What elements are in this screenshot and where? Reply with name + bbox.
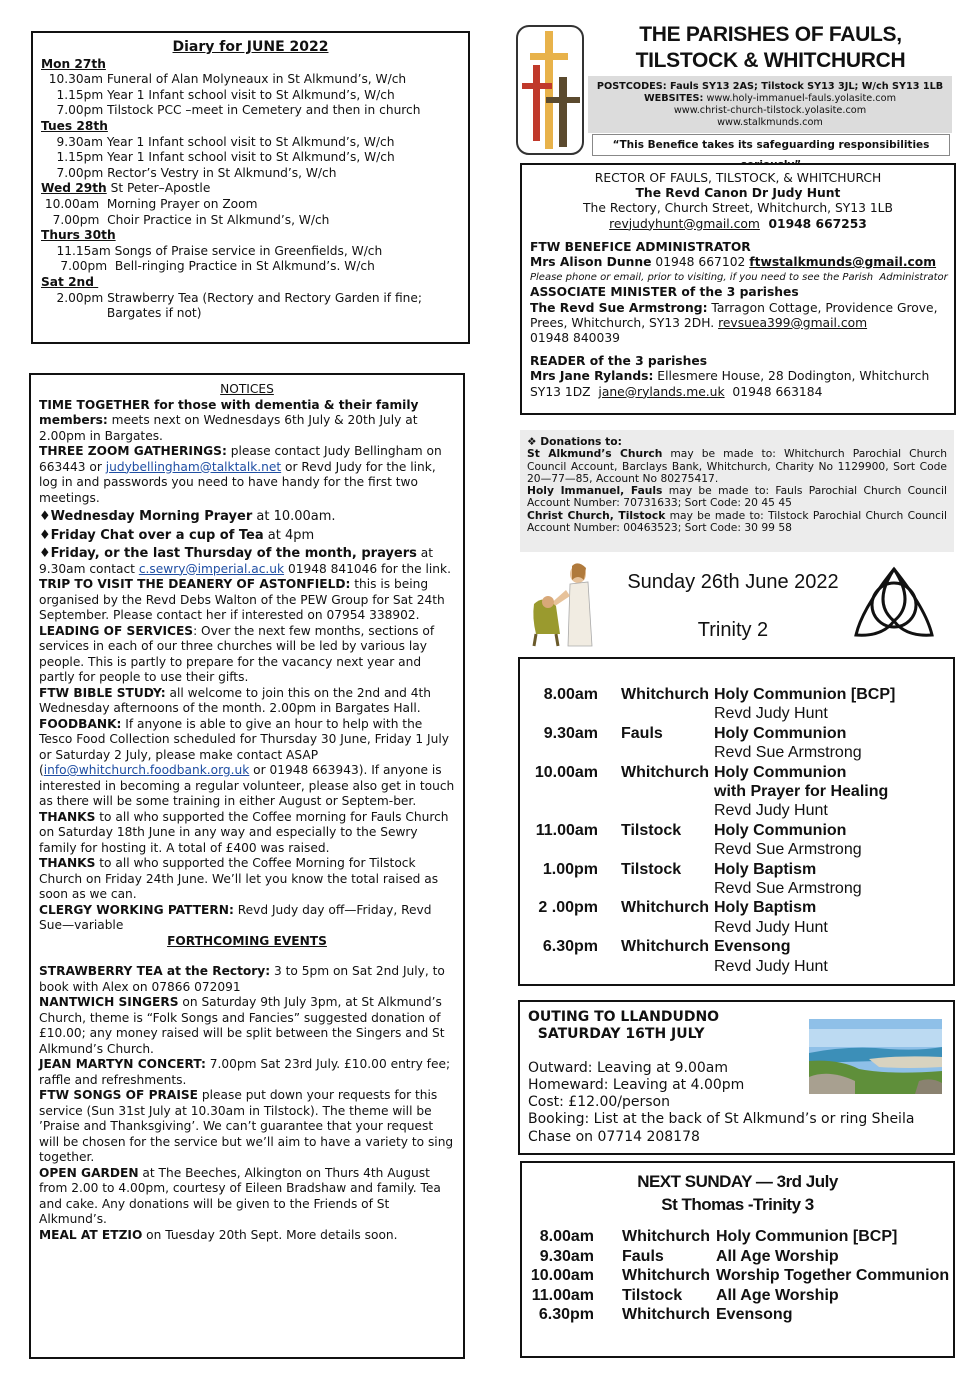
next-service-place: Whitchurch <box>622 1306 710 1323</box>
service-place: Whitchurch <box>621 938 709 956</box>
websites-line: WEBSITES: www.holy-immanuel-fauls.yolasite.com <box>643 93 896 104</box>
service-row <box>520 840 953 860</box>
next-service-place: Whitchurch <box>622 1267 710 1284</box>
notice-bible-study: FTW BIBLE STUDY: all welcome to join this on the 2nd and 4th Wednesday afternoons of the month. 2.00pm in Bargates Hall. <box>39 685 432 715</box>
outing-phone: Chase on 07714 208178 <box>528 1128 700 1145</box>
next-service-row <box>522 1227 953 1247</box>
reader-heading: READER of the 3 parishes <box>530 354 708 369</box>
zoom-email-link[interactable]: judybellingham@talktalk.net <box>105 459 282 474</box>
event-strawberry-tea: STRAWBERRY TEA at the Rectory: 3 to 5pm on Sat 2nd July, to book with Alex on 07866 072091 <box>39 964 445 994</box>
outing-cost: Cost: £12.00/person <box>528 1094 670 1111</box>
reader-line-2: SY13 1DZ jane@rylands.me.uk 01948 663184 <box>530 384 823 399</box>
diary-day: Thurs 30th <box>41 228 116 243</box>
rector-heading: RECTOR OF FAULS, TILSTOCK, & WHITCHURCH <box>594 171 882 185</box>
service-desc: Revd Sue Armstrong <box>714 880 862 897</box>
notice-wed-prayer: ♦Wednesday Morning Prayer at 10.00am. <box>39 509 336 524</box>
service-time: 9.30am <box>543 724 598 742</box>
donations-panel <box>520 430 954 552</box>
notice-foodbank: FOODBANK: If anyone is able to give an hour to help with the Tesco Food Collection scheduled for Thursday 30 June, Friday 1 July or Saturday 2 July, please make contact ASAP (info@whitchurch.foodbank.org.uk or 01948 663943). If anyone is interested in becoming a regular volunteer, please also get in touch as there will be some training in either August or Septem-ber. <box>39 716 455 808</box>
title-line-1: THE PARISHES OF FAULS, <box>639 23 902 46</box>
diary-day: Wed 29th St Peter–Apostle <box>41 181 211 196</box>
next-service-desc: Worship Together Communion <box>716 1267 950 1284</box>
service-time: 1.00pm <box>542 860 598 878</box>
outing-homeward: Homeward: Leaving at 4.00pm <box>528 1076 745 1093</box>
next-service-desc: All Age Worship <box>716 1247 839 1265</box>
notice-time-together: TIME TOGETHER for those with dementia & their family members: meets next on Wednesdays 6th July & 20th July at 2.00pm in Bargates. <box>39 397 419 443</box>
event-songs-of-praise: FTW SONGS OF PRAISE please put down your requests for this service (Sun 31st July at 10.30am in Tilstock). The theme will be ’Praise and Thanksgiving’. We can’t guarantee that your request will be chosen for the service but we’ll aim to have a variety to sing together. <box>39 1088 454 1164</box>
diary-entry: 9.30am Year 1 Infant school visit to St Alkmund’s, W/ch <box>41 134 395 149</box>
notice-clergy: CLERGY WORKING PATTERN: Revd Judy day off—Friday, Revd Sue—variable <box>39 902 432 932</box>
crosses-logo-icon <box>516 25 584 155</box>
next-service-time: 11.00am <box>531 1286 594 1304</box>
triquetra-icon <box>850 563 938 643</box>
notice-leading: LEADING OF SERVICES: Over the next few months, sections of services in each of our three churches will be led by various lay people. This is partly to prepare for the vacancy next year and partly for people to use their gifts. <box>39 623 435 684</box>
service-row <box>520 898 953 918</box>
service-row <box>520 821 953 841</box>
event-nantwich: NANTWICH SINGERS on Saturday 9th July 3pm, at St Alkmund’s Church, theme is “Folk Songs and Fancies” suggested donation of £10.00; any money raised will be split between the Singers and St Alkmund’s Church. <box>39 995 445 1056</box>
outing-booking: Booking: List at the back of St Alkmund’s or ring Sheila <box>528 1111 915 1128</box>
parish-title <box>588 22 953 74</box>
outing-box <box>518 1000 955 1155</box>
next-service-time: 9.30am <box>539 1247 594 1265</box>
service-desc: Revd Judy Hunt <box>714 957 828 975</box>
diary-entry: 10.00am Morning Prayer on Zoom <box>41 196 258 211</box>
service-desc: Revd Judy Hunt <box>714 705 828 723</box>
reader-line-1: Mrs Jane Rylands: Ellesmere House, 28 Dodington, Whitchurch <box>530 369 930 384</box>
service-time: 6.30pm <box>542 938 598 956</box>
admin-contact: Mrs Alison Dunne 01948 667102 ftwstalkmunds@gmail.com <box>530 255 937 270</box>
diary-entry: 7.00pm Rector’s Vestry in St Alkmund’s, W/ch <box>41 165 337 180</box>
llandudno-photo-icon <box>809 1019 942 1094</box>
service-place: Tilstock <box>621 821 682 839</box>
diary-day: Mon 27th <box>41 56 106 71</box>
service-row <box>520 782 953 802</box>
next-sunday-subtitle: St Thomas -Trinity 3 <box>661 1195 814 1214</box>
service-time: 10.00am <box>534 763 598 781</box>
diary-entry: 7.00pm Tilstock PCC –meet in Cemetery and then in church <box>41 103 421 118</box>
notice-friday-chat: ♦Friday Chat over a cup of Tea at 4pm <box>39 527 315 543</box>
next-service-row <box>522 1286 953 1306</box>
notice-thanks-tilstock: THANKS to all who supported the Coffee Morning for Tilstock Church on Friday 24th June. We’ll let you know the total raised as soon as we can. <box>39 856 439 901</box>
next-service-desc: Holy Communion [BCP] <box>716 1228 898 1245</box>
donation-tilstock: Christ Church, Tilstock may be made to: Tilstock Parochial Church Council Account Number: 00463523; Sort Code: 30 99 58 <box>527 508 947 535</box>
diary-box <box>31 31 470 344</box>
diary-entry: Bargates if not) <box>41 306 202 321</box>
next-service-time: 8.00am <box>539 1228 594 1245</box>
event-meal: MEAL AT ETZIO on Tuesday 20th Sept. More details soon. <box>39 1227 398 1242</box>
next-service-desc: All Age Worship <box>716 1286 839 1304</box>
next-service-place: Fauls <box>622 1247 664 1265</box>
service-desc: Holy Communion <box>714 763 847 781</box>
diary-entry: 1.15pm Year 1 Infant school visit to St Alkmund’s, W/ch <box>41 150 395 165</box>
service-time: 8.00am <box>543 686 598 703</box>
next-service-place: Tilstock <box>622 1286 683 1304</box>
service-row <box>520 918 953 938</box>
assoc-heading: ASSOCIATE MINISTER of the 3 parishes <box>530 285 799 300</box>
service-row <box>520 724 953 744</box>
diary-entry: 7.00pm Choir Practice in St Alkmund’s, W/ch <box>41 212 330 227</box>
notices-box <box>29 373 465 1359</box>
service-desc: Evensong <box>714 938 791 956</box>
service-row <box>520 704 953 724</box>
donation-fauls: Holy Immanuel, Fauls may be made to: Fauls Parochial Church Council Account Number: 70731633; Sort Code: 20 45 45 <box>527 484 947 510</box>
notice-trip: TRIP TO VISIT THE DEANERY OF ASTONFIELD: this is being organised by the Revd Debs Walton of the PEW Group for Sat 24th September. Please contact her if interested on 07954 338902. <box>39 577 445 622</box>
admin-heading: FTW BENEFICE ADMINISTRATOR <box>530 239 751 254</box>
service-desc: Revd Judy Hunt <box>714 918 828 936</box>
next-service-desc: Evensong <box>716 1306 793 1323</box>
sunday-title: Sunday 26th June 2022 <box>627 571 839 593</box>
service-time: 11.00am <box>535 821 598 839</box>
assoc-line-2: Prees, Whitchurch, SY13 2DH. revsuea399@gmail.com <box>530 315 868 330</box>
notice-friday-prayers: ♦Friday, or the last Thursday of the month, prayers at 9.30am contact c.sewry@imperial.ac.uk 01948 841046 for the link. <box>39 546 451 576</box>
service-desc: Revd Judy Hunt <box>714 802 828 820</box>
next-service-time: 10.00am <box>530 1267 594 1284</box>
diary-entry: 10.30am Funeral of Alan Molyneaux in St Alkmund’s, W/ch <box>41 72 407 87</box>
diary-day: Sat 2nd <box>41 274 99 289</box>
service-desc: Holy Baptism <box>714 899 817 917</box>
service-place: Tilstock <box>621 860 682 878</box>
outing-title-1: OUTING TO LLANDUDNO <box>528 1009 720 1025</box>
diary-entry: 7.00pm Bell-ringing Practice in St Alkmund’s. W/ch <box>41 259 375 274</box>
sunday-subtitle: Trinity 2 <box>697 619 769 641</box>
next-sunday-title: NEXT SUNDAY — 3rd July <box>637 1172 838 1191</box>
assoc-line-1: The Revd Sue Armstrong: Tarragon Cottage, Providence Grove, <box>530 300 938 315</box>
service-desc: Revd Sue Armstrong <box>714 744 862 762</box>
service-place: Fauls <box>621 724 663 742</box>
service-desc: Holy Communion <box>714 821 847 839</box>
admin-email-link[interactable]: ftwstalkmunds@gmail.com <box>749 255 937 270</box>
event-open-garden: OPEN GARDEN at The Beeches, Alkington on Thurs 4th August from 2.00 to 4.00pm, courtesy of Eileen Bradshaw and family. Tea and cake. Any donations will be given to the Friends of St Alkmund’s. <box>39 1165 441 1226</box>
service-row <box>520 957 953 977</box>
notices-heading: NOTICES <box>220 382 274 396</box>
service-row <box>520 860 953 880</box>
admin-note: Please phone or email, prior to visiting, if you need to see the Parish Administrator <box>530 272 948 284</box>
healing-illustration-icon <box>526 560 616 650</box>
notice-thanks-fauls: THANKS to all who supported the Coffee morning for Fauls Church on Saturday 18th June in any way and especially to the Sewry family for hosting it. A total of £400 was raised. <box>39 809 449 855</box>
rector-contact: revjudyhunt@gmail.com 01948 667253 <box>609 216 867 231</box>
outing-title-2: SATURDAY 16TH JULY <box>528 1026 705 1043</box>
assoc-email-link[interactable]: revsuea399@gmail.com <box>718 315 868 330</box>
next-service-row <box>522 1305 953 1325</box>
next-sunday-box <box>520 1161 955 1358</box>
diary-entry: 2.00pm Strawberry Tea (Rectory and Rectory Garden if fine; <box>41 290 422 305</box>
next-service-time: 6.30pm <box>538 1306 594 1323</box>
service-place: Whitchurch <box>621 899 709 917</box>
donations-heading: ❖ Donations to: <box>527 435 622 448</box>
next-service-row <box>522 1266 953 1286</box>
service-time: 2 .00pm <box>538 899 598 917</box>
postcodes-text: POSTCODES: Fauls SY13 2AS; Tilstock SY13 3JL; W/ch SY13 1LB <box>596 81 944 92</box>
service-place: Whitchurch <box>621 763 709 781</box>
rector-name: The Revd Canon Dr Judy Hunt <box>635 186 841 201</box>
service-row <box>520 743 953 763</box>
assoc-phone: 01948 840039 <box>530 331 620 346</box>
donation-st-alkmunds: St Alkmund’s Church may be made to: Whitchurch Parochial Church Council Account, Barclays Bank, Whitchurch, Charity No 1129900, Sort Code 20—77—85, Account No 80275417. <box>527 447 947 485</box>
event-jean-martyn: JEAN MARTYN CONCERT: 7.00pm Sat 23rd July. £10.00 entry fee; raffle and refreshments. <box>39 1057 451 1087</box>
service-desc: Holy Communion <box>714 724 847 742</box>
safeguarding-banner: “This Benefice takes its safeguarding responsibilities <box>592 134 950 156</box>
title-line-2: TILSTOCK & WHITCHURCH <box>635 49 906 72</box>
website-2: www.christ-church-tilstock.yolasite.com <box>673 105 867 116</box>
contacts-box <box>520 163 956 415</box>
outing-outward: Outward: Leaving at 9.00am <box>528 1059 729 1076</box>
service-place: Whitchurch <box>621 686 709 703</box>
prayers-email-link[interactable]: c.sewry@imperial.ac.uk <box>138 561 285 576</box>
diary-title: Diary for JUNE 2022 <box>172 39 329 55</box>
postcodes-panel <box>588 76 952 133</box>
next-service-row <box>522 1247 953 1267</box>
next-service-place: Whitchurch <box>622 1228 710 1245</box>
sunday-services-box <box>518 657 955 986</box>
reader-email-link[interactable]: jane@rylands.me.uk <box>598 384 725 399</box>
service-row <box>520 937 953 957</box>
events-heading: FORTHCOMING EVENTS <box>167 933 327 948</box>
website-3: www.stalkmunds.com <box>717 117 823 128</box>
diary-list <box>41 57 460 322</box>
service-row <box>520 763 953 783</box>
diary-entry: 1.15pm Year 1 Infant school visit to St Alkmund’s, W/ch <box>41 87 395 102</box>
service-row <box>520 879 953 899</box>
service-desc: Holy Communion [BCP] <box>714 686 896 703</box>
rector-email-link[interactable]: revjudyhunt@gmail.com <box>609 216 760 231</box>
service-desc: Holy Baptism <box>714 860 817 878</box>
service-row <box>520 801 953 821</box>
rector-address: The Rectory, Church Street, Whitchurch, SY13 1LB <box>583 201 893 216</box>
diary-entry: 11.15am Songs of Praise service in Greenfields, W/ch <box>41 243 383 258</box>
service-row <box>520 685 953 705</box>
foodbank-email-link[interactable]: info@whitchurch.foodbank.org.uk <box>43 763 250 777</box>
service-desc: Revd Sue Armstrong <box>714 841 862 859</box>
notice-zoom: THREE ZOOM GATHERINGS: please contact Judy Bellingham on 663443 or judybellingham@talktalk.net or Revd Judy for the link, log in and passwords you need to have handy for the first two meetings. <box>39 444 442 505</box>
service-desc: with Prayer for Healing <box>714 783 889 800</box>
diary-day: Tues 28th <box>41 118 108 133</box>
